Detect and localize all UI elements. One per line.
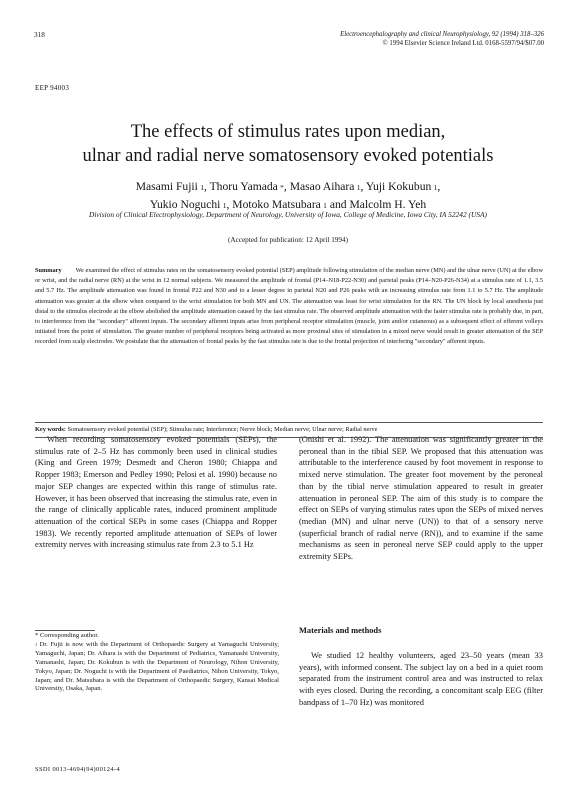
abstract-text: We examined the effect of stimulus rates on the somatosensory evoked potential (SEP) amplitude following stimulation of the median nerve (MN) and the ulnar nerve (UN) at the elbow or wrist, and the radial nerve (RN) at the wrist in 12 normal subjects. We measured the amplitude of frontal (P14–N18-P22-N30) and parietal peaks (P14–N20-P26-N34) at a stimulus rate of 1.1, 3.5 and 5.7 Hz. The amplitude attenuation was found in frontal P22 and N30 and to a lesser degree in parietal N20 and P26 peaks with an increasing stimulus rate from 1.1 to 5.7 Hz. The amplitude attenuation was greater at the elbow when compared to the wrist stimulation for both MN and UN. The attenuation was least for wrist stimulation for the RN. The UN block by local anesthesia just distal to the stimulus electrode at the elbow abolished the amplitude attenuation caused by the fast stimulus rate. The observed amplitude attenuation with the faster stimulus rate is probably due, in part, to interference from the "secondary" afferent inputs. The secondary afferent inputs arise from peripheral receptor stimulation (muscle, joint and/or cutaneous) as a subsequent effect of efferent volleys initiated from the point of stimulation. The greater number of peripheral receptors being activated as more proximal sites of stimulation in a mixed nerve would result in greater attenuation of the SEP recorded from scalp electrodes. We postulate that the attenuation of frontal peaks by the fast stimulus rate is due to the frontal projection of interfering "secondary" afferent inputs. (35, 267, 543, 346)
abstract-label: Summary (35, 267, 62, 274)
keywords-bottom-rule (35, 437, 543, 438)
accepted-date: (Accepted for publication: 12 April 1994) (228, 236, 348, 244)
author-mark: 1 (200, 183, 204, 192)
author-mark: 1 (222, 201, 227, 210)
page-number: 318 (34, 31, 45, 39)
author-mark: 1 (356, 183, 361, 192)
corresponding-author-note: * Corresponding author. (35, 632, 99, 639)
intro-left-column: When recording somatosensory evoked potentials (SEPs), the stimulus rate of 2–5 Hz has commonly been used in clinical studies (King and Green 1979; Desmedt and Cheron 1980; Chiappa and Ropper 1983; Emerson and Pedley 1990; Pelosi et al. 1990) because no major SEP changes are expected within this range of stimulus rate. However, it has been observed that increasing the stimulus rate, even in the range of clinically applicable rates, induced prominent amplitude attenuation of the cortical SEPs in some cases (Chiappa and Ropper 1983). We recently reported amplitude attenuation of SEPs of lower extremity nerves with increasing stimulus rate from 2.3 to 5.1 Hz (35, 435, 277, 550)
footnote-divider (35, 630, 95, 631)
author-name: Yukio Noguchi (149, 198, 221, 211)
author-name: Malcolm H. Yeh (349, 198, 427, 211)
keywords-text: Somatosensory evoked potential (SEP); Stimulus rate; Interference; Nerve block; Median nerve; Ulnar nerve; Radial nerve (67, 426, 378, 433)
copyright-line: © 1994 Elsevier Science Ireland Ltd. 0168-5597/94/$07.00 (382, 40, 544, 48)
article-title (0, 120, 576, 168)
footnote-text: Dr. Fujii is now with the Department of Orthopaedic Surgery at Yamaguchi University, Yamaguchi, Japan; Dr. Aihara is with the Department of Pediatrics, Yamanashi University, Yamanashi, Japan; Dr. Kokubun is with the Department of Neurology, Nihon University, Tokyo, Japan; Dr. Noguchi is with the Department of Paediatrics, Nihon University, Tokyo, Japan; and Dr. Matsubara is with the Department of Orthopaedic Surgery, Kansai Medical University, Osaka, Japan. (35, 640, 280, 693)
article-code: EEP 94003 (35, 84, 70, 92)
title-line-2: ulnar and radial nerve somatosensory evoked potentials (82, 146, 494, 166)
title-line-1: The effects of stimulus rates upon median, (130, 122, 446, 142)
methods-text: We studied 12 healthy volunteers, aged 23–50 years (mean 33 years), with informed consent. The subject lay on a bed in a quiet room separated from the instrument control area and was instructed to relax with eyes closed. During the recording, a concomitant scalp EEG (filter bandpass of 1–70 Hz) was monitored (299, 651, 543, 707)
author-name: Masami Fujii (135, 180, 198, 193)
author-mark: 1 (433, 183, 438, 192)
journal-citation: Electroencephalography and clinical Neurophysiology, 92 (1994) 318–326 (340, 31, 544, 38)
affiliation-footnote (35, 641, 279, 694)
author-name: Thoru Yamada (209, 180, 278, 193)
section-heading: Materials and methods (299, 626, 382, 635)
abstract (35, 266, 543, 348)
ssdi-code: SSDI 0013-4694(94)00124-4 (35, 766, 121, 773)
footnotes (35, 632, 279, 694)
intro-right-column: (Onishi et al. 1992). The attenuation was significantly greater in the peroneal than in the tibial SEP. We proposed that this attenuation was attributable to the interference caused by foot movement in response to mixed nerve stimulation. The greater foot movement by the peroneal than by the tibial nerve stimulation appeared to result in greater attenuation in peroneal SEP. The aim of this study is to compare the effect on SEPs of varying stimulus rates upon the SEPs of mixed nerves (median (MN) and ulnar nerve (UN)) to that of a sensory nerve (superficial branch of radial nerve (RN)), and to examine if the same mechanisms as seen in peroneal nerve SEP could apply to the upper extremity SEPs. (299, 435, 543, 562)
author-name: Masao Aihara (289, 180, 355, 193)
affiliation: Division of Clinical Electrophysiology, Department of Neurology, University of Iowa, College of Medicine, Iowa City, IA 52242 (USA) (89, 210, 487, 219)
footnote-mark: 1 (35, 641, 38, 647)
author-mark: 1 (323, 201, 327, 210)
author-mark: * (280, 183, 284, 192)
author-name: Motoko Matsubara (232, 198, 321, 211)
journal-header (244, 30, 544, 48)
author-list: Masami Fujii $^1$, Thoru Yamada *, Masao Aihara $^1$, Yuji Kokubun $^1$, Yukio Noguchi $^1$, Motoko Matsubara $^1$ and Malcolm H. Yeh (135, 180, 441, 211)
author-name: Yuji Kokubun (365, 180, 432, 193)
keywords-top-rule (35, 422, 543, 423)
keywords-label: Key words: (35, 426, 66, 433)
